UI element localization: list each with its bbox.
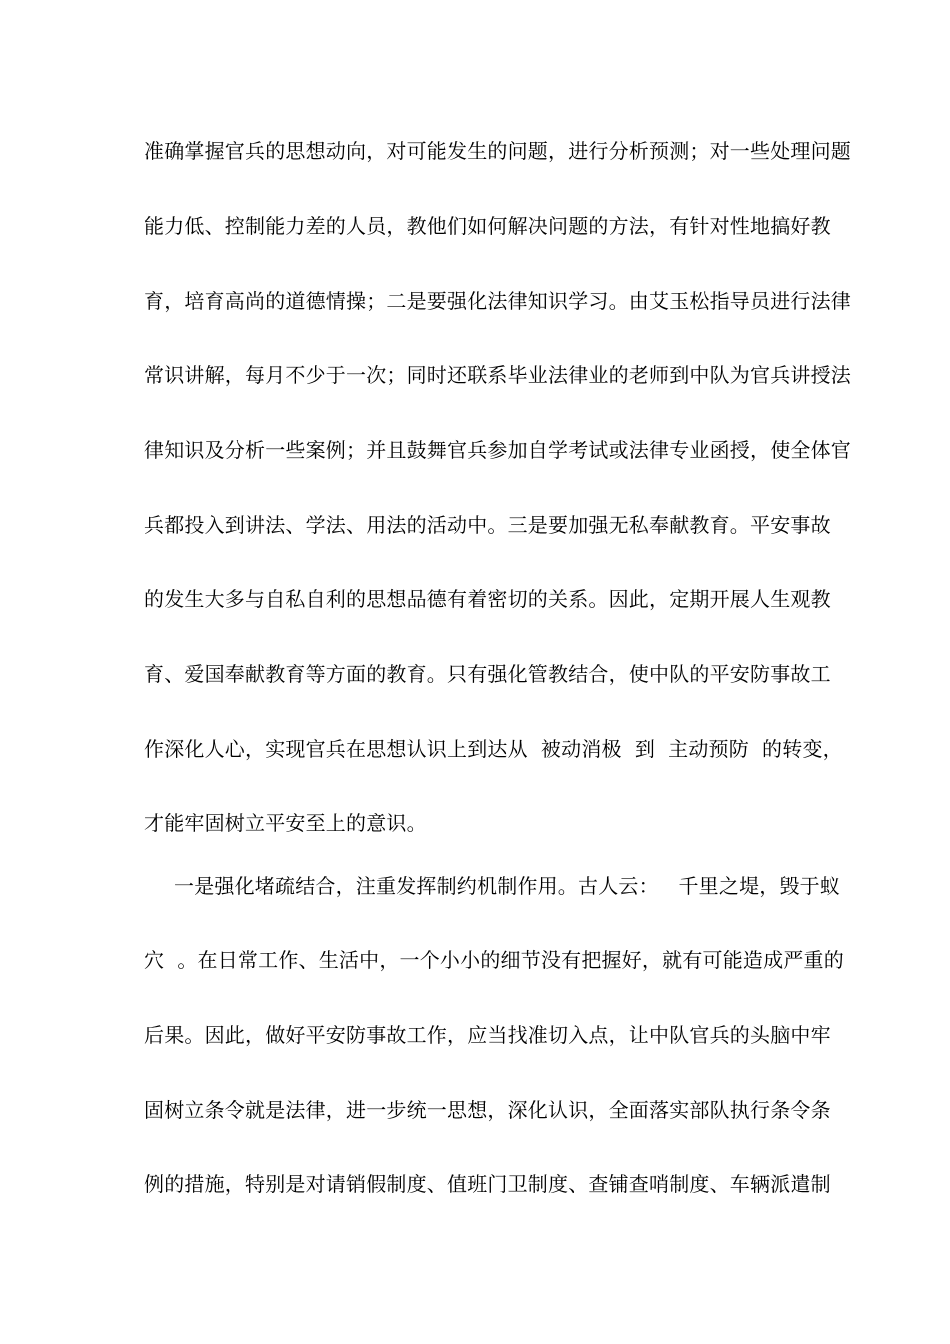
text-line: 例的措施，特别是对请销假制度、值班门卫制度、查铺查哨制度、车辆派遣制 xyxy=(144,1172,831,1196)
text-line: 兵都投入到讲法、学法、用法的活动中。三是要加强无私奉献教育。平安事故 xyxy=(144,513,831,537)
text-line: 固树立条令就是法律，进一步统一思想，深化认识，全面落实部队执行条令条 xyxy=(144,1098,831,1122)
text-line: 常识讲解，每月不少于一次；同时还联系毕业法律业的老师到中队为官兵讲授法 xyxy=(144,363,851,387)
text-line: 后果。因此，做好平安防事故工作，应当找准切入点，让中队官兵的头脑中牢 xyxy=(144,1023,831,1047)
text-line: 的发生大多与自私自利的思想品德有着密切的关系。因此，定期开展人生观教 xyxy=(144,587,831,611)
text-line: 准确掌握官兵的思想动向，对可能发生的问题，进行分析预测；对一些处理问题 xyxy=(144,139,851,163)
text-line: 律知识及分析一些案例；并且鼓舞官兵参加自学考试或法律专业函授，使全体官 xyxy=(144,438,851,462)
text-line: 才能牢固树立平安至上的意识。 xyxy=(144,811,427,835)
text-line: 育、爱国奉献教育等方面的教育。只有强化管教结合，使中队的平安防事故工 xyxy=(144,662,831,686)
text-line: 作深化人心，实现官兵在思想认识上到达从 被动消极 到 主动预防 的转变， xyxy=(144,737,843,761)
paragraph-first-line: 一是强化堵疏结合，注重发挥制约机制作用。古人云： 千里之堤，毁于蚁 xyxy=(174,874,841,898)
text-line: 育，培育高尚的道德情操；二是要强化法律知识学习。由艾玉松指导员进行法律 xyxy=(144,289,851,313)
text-line: 能力低、控制能力差的人员，教他们如何解决问题的方法，有针对性地搞好教 xyxy=(144,214,831,238)
text-line: 穴 。在日常工作、生活中，一个小小的细节没有把握好，就有可能造成严重的 xyxy=(144,948,844,972)
